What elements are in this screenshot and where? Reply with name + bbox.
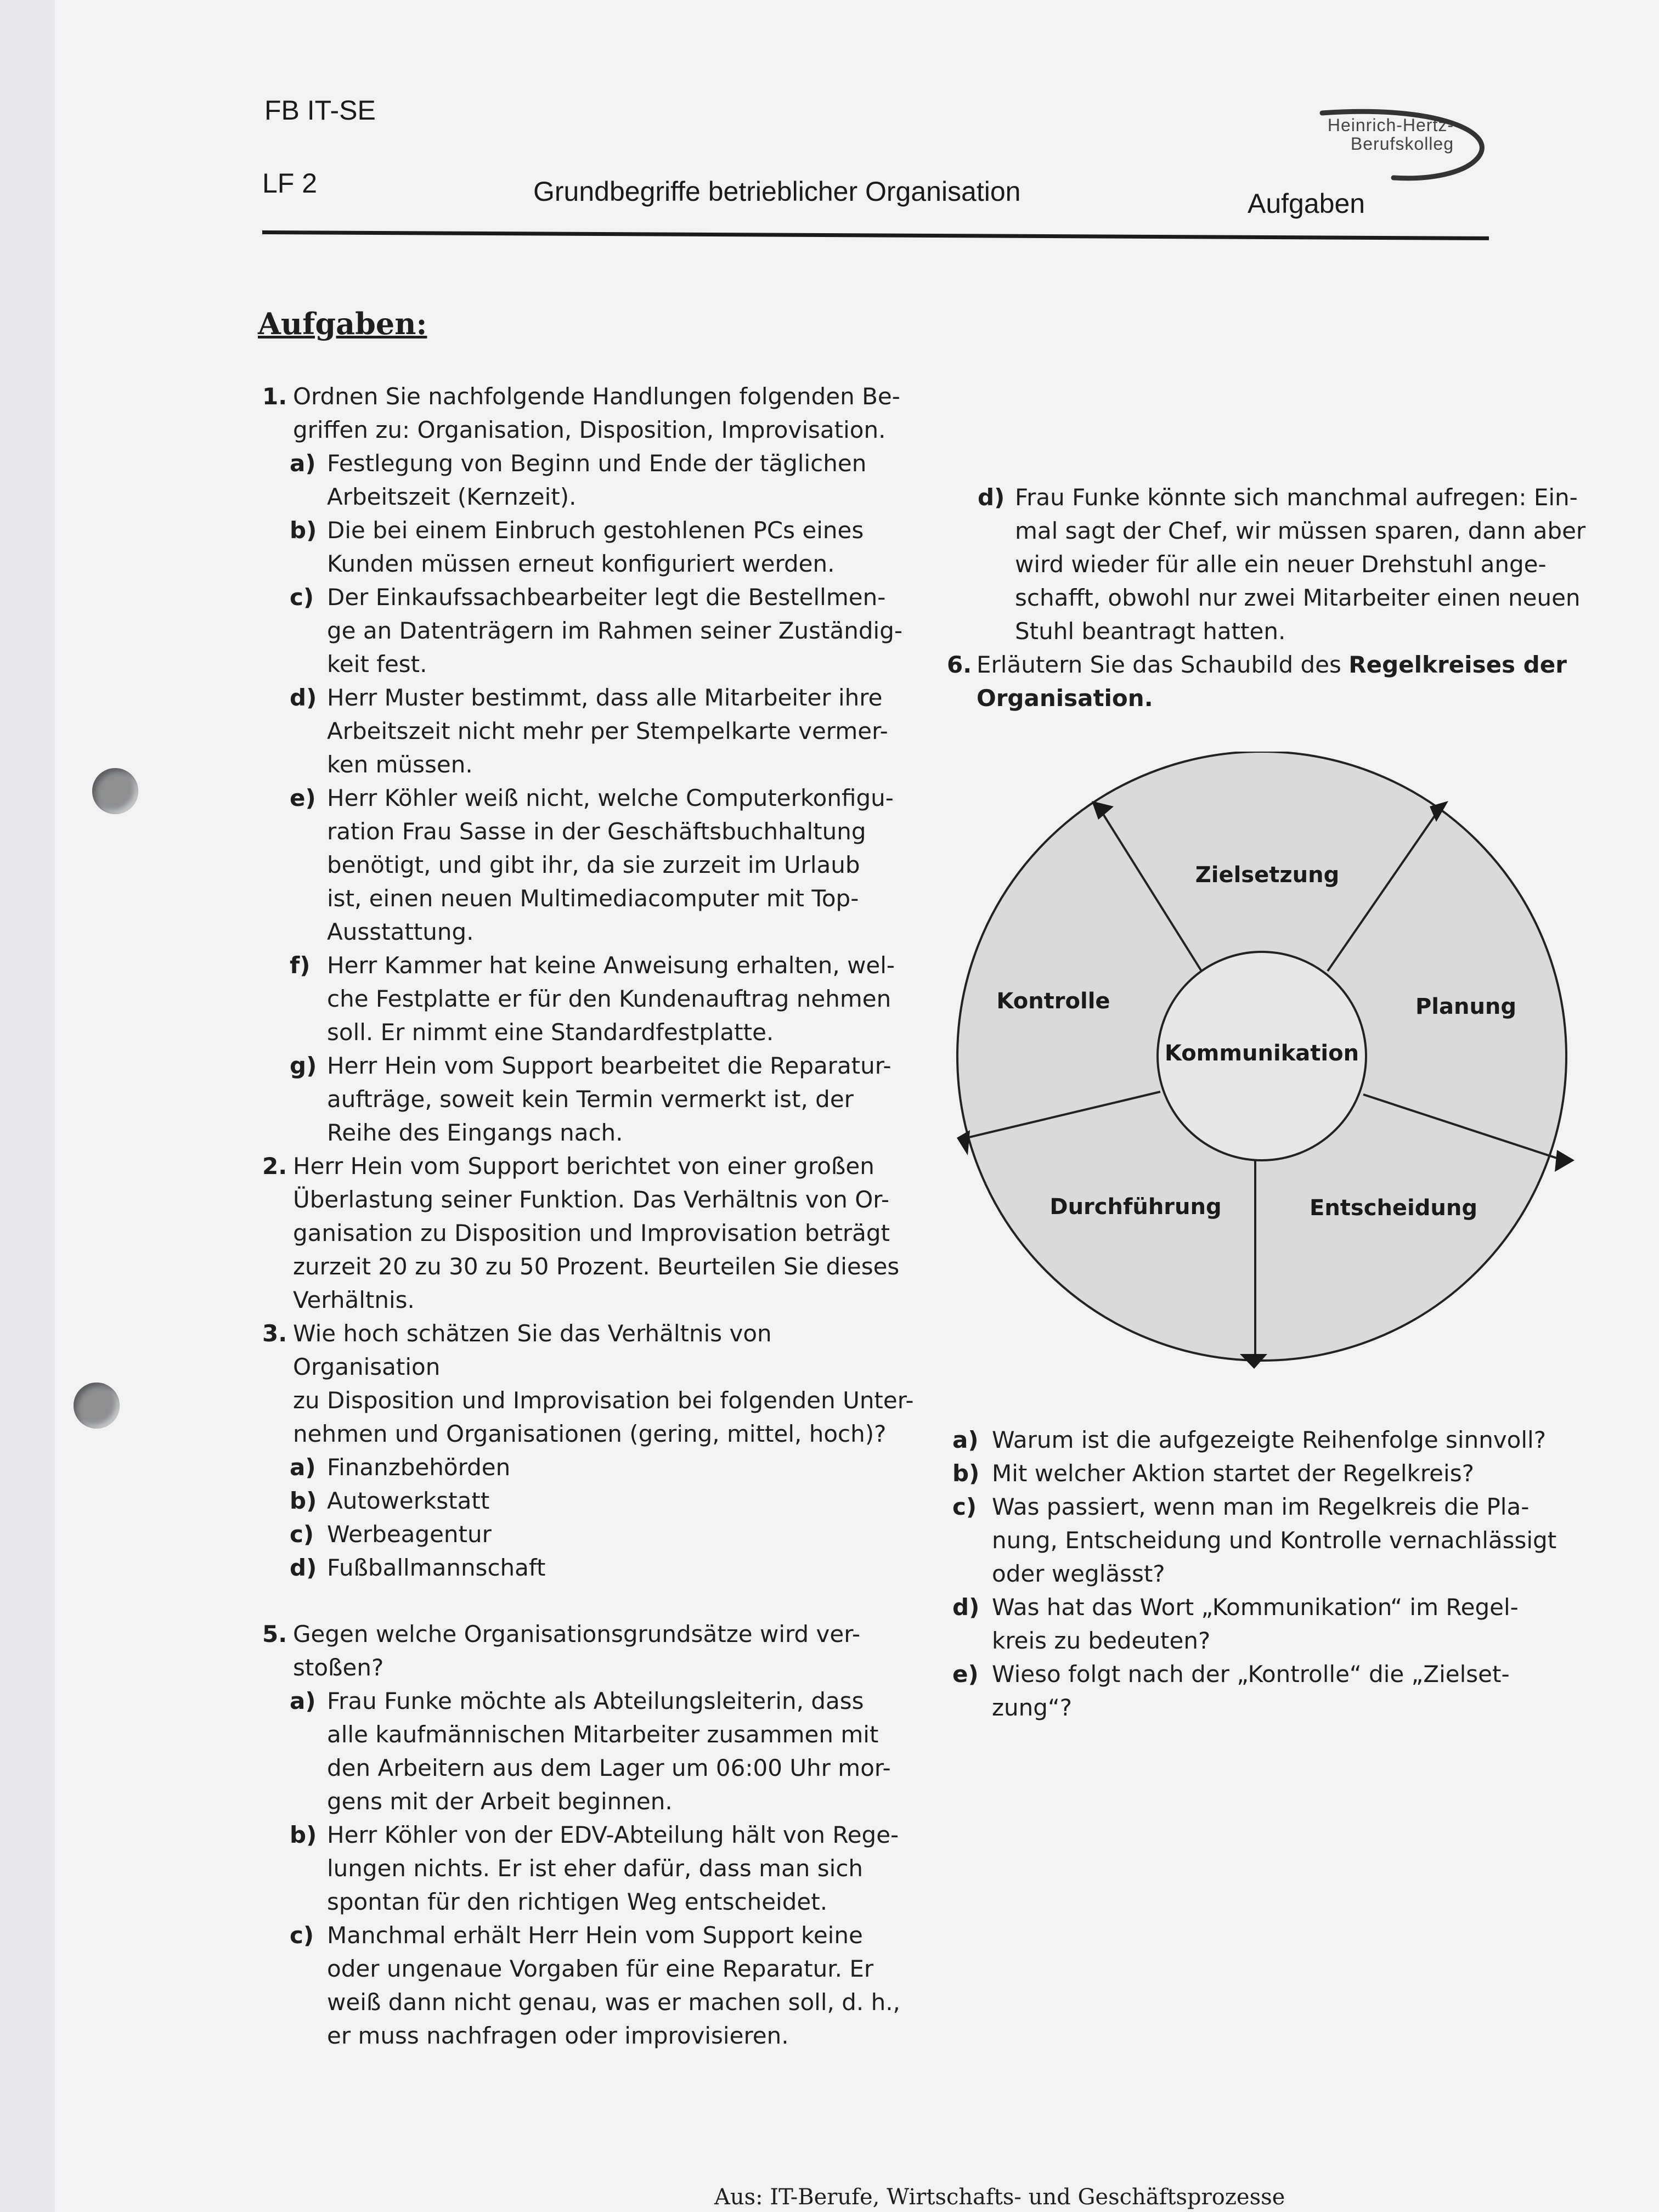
right-column-top <box>947 481 1594 715</box>
item-text-line: Herr Köhler von der EDV-Abteilung hält von Rege- <box>327 1821 899 1848</box>
item-text-line: benötigt, und gibt ihr, da sie zurzeit im Urlaub <box>327 851 860 878</box>
item-text-line: aufträge, soweit kein Termin vermerkt ist, der <box>327 1086 854 1113</box>
item-text-line: che Festplatte er für den Kundenauftrag nehmen <box>327 985 891 1012</box>
question-text-line: Gegen welche Organisationsgrundsätze wird ver- <box>293 1621 860 1647</box>
item-text-line: Festlegung von Beginn und Ende der täglichen <box>327 450 867 477</box>
logo-swoosh-icon <box>1256 108 1487 190</box>
segment-label-kontrolle: Kontrolle <box>996 989 1110 1014</box>
item-letter: c) <box>290 1922 314 1949</box>
question-text-bold: Regelkreises der <box>1348 651 1567 678</box>
list-item <box>290 1818 921 1918</box>
question-text-plain: Erläutern Sie das Schaubild des <box>977 651 1349 678</box>
spacer <box>262 1584 921 1617</box>
school-logo <box>1256 108 1487 190</box>
list-item <box>290 1451 921 1484</box>
segment-label-durchfuehrung: Durchführung <box>1049 1194 1222 1220</box>
item-text-line: Herr Kammer hat keine Anweisung erhalten, wel- <box>327 952 895 979</box>
question-5 <box>262 1617 921 1684</box>
item-text-line: ge an Datenträgern im Rahmen seiner Zuständig- <box>327 617 903 644</box>
list-item <box>290 580 921 681</box>
item-letter: c) <box>290 1521 314 1548</box>
item-letter: c) <box>290 584 314 611</box>
item-text-line: schafft, obwohl nur zwei Mitarbeiter einen neuen <box>1015 584 1581 611</box>
item-letter: b) <box>290 1821 317 1848</box>
item-text-line: Frau Funke könnte sich manchmal aufregen: Ein- <box>1015 484 1578 511</box>
question-2 <box>262 1149 921 1317</box>
item-letter: d) <box>978 484 1005 511</box>
item-text-line: Autowerkstatt <box>327 1487 490 1514</box>
item-text-line: kreis zu bedeuten? <box>992 1627 1211 1654</box>
item-letter: a) <box>290 1454 316 1481</box>
item-letter: a) <box>952 1426 979 1453</box>
item-text-line: Herr Muster bestimmt, dass alle Mitarbeiter ihre <box>327 684 883 711</box>
question-1-items <box>262 447 921 1149</box>
question-3 <box>262 1317 921 1451</box>
list-item <box>290 1484 921 1517</box>
question-number: 5. <box>262 1621 287 1647</box>
question-number: 3. <box>262 1320 287 1347</box>
list-item <box>952 1657 1600 1724</box>
item-text-line: den Arbeitern aus dem Lager um 06:00 Uhr mor- <box>327 1754 891 1781</box>
question-5-items <box>262 1684 921 2052</box>
item-text-line: Mit welcher Aktion startet der Regelkreis? <box>992 1460 1474 1487</box>
item-text-line: soll. Er nimmt eine Standardfestplatte. <box>327 1019 774 1046</box>
question-text-line: Verhältnis. <box>293 1286 415 1313</box>
question-text-line: griffen zu: Organisation, Disposition, Improvisation. <box>293 416 886 443</box>
item-text-line: Was passiert, wenn man im Regelkreis die Pla- <box>992 1493 1530 1520</box>
item-text-line: Kunden müssen erneut konfiguriert werden. <box>327 550 835 577</box>
list-item <box>290 681 921 781</box>
item-text-line: keit fest. <box>327 651 427 678</box>
item-text-line: Manchmal erhält Herr Hein vom Support keine <box>327 1922 863 1949</box>
list-item <box>290 1918 921 2052</box>
header-lf: LF 2 <box>262 168 318 199</box>
question-text-line: Überlastung seiner Funktion. Das Verhältnis von Or- <box>293 1186 890 1213</box>
item-text-line: Die bei einem Einbruch gestohlenen PCs eines <box>327 517 864 544</box>
item-letter: b) <box>952 1460 980 1487</box>
source-footer: Aus: IT-Berufe, Wirtschafts- und Geschäftsprozesse <box>714 2185 1285 2210</box>
item-text-line: Fußballmannschaft <box>327 1554 546 1581</box>
left-column <box>262 380 921 2052</box>
list-item <box>952 1590 1600 1657</box>
question-text-line <box>977 648 1594 681</box>
item-letter: a) <box>290 450 316 477</box>
list-item <box>952 1423 1600 1457</box>
item-text-line: ist, einen neuen Multimediacomputer mit Top- <box>327 885 859 912</box>
item-text-line: spontan für den richtigen Weg entscheidet. <box>327 1888 828 1915</box>
item-text-line: Was hat das Wort „Kommunikation“ im Regel- <box>992 1594 1519 1621</box>
segment-label-planung: Planung <box>1415 994 1517 1019</box>
question-text-line: nehmen und Organisationen (gering, mittel, hoch)? <box>293 1420 887 1447</box>
item-text-line: Frau Funke möchte als Abteilungsleiterin, dass <box>327 1688 864 1714</box>
item-text-line: ken müssen. <box>327 751 473 778</box>
question-text-bold: Organisation. <box>977 685 1153 712</box>
question-number: 2. <box>262 1153 287 1180</box>
logo-text-line1: Heinrich-Hertz- <box>1327 115 1454 135</box>
header-title: Grundbegriffe betrieblicher Organisation <box>533 176 1021 207</box>
punch-hole-top <box>92 768 138 814</box>
section-title: Aufgaben: <box>258 306 427 341</box>
list-item <box>952 1490 1600 1590</box>
item-letter: c) <box>952 1493 977 1520</box>
item-letter: d) <box>290 1554 317 1581</box>
item-letter: b) <box>290 517 317 544</box>
list-item <box>290 514 921 580</box>
list-item <box>290 447 921 514</box>
item-text-line: Herr Hein vom Support bearbeitet die Reparatur- <box>327 1052 891 1079</box>
item-text-line: Warum ist die aufgezeigte Reihenfolge sinnvoll? <box>992 1426 1546 1453</box>
question-text-line: Herr Hein vom Support berichtet von einer großen <box>293 1153 874 1180</box>
item-text-line: Arbeitszeit (Kernzeit). <box>327 483 577 510</box>
item-text-line: Stuhl beantragt hatten. <box>1015 618 1286 645</box>
header-dept: FB IT-SE <box>264 95 376 126</box>
item-text-line: oder ungenaue Vorgaben für eine Reparatur. Er <box>327 1955 874 1982</box>
item-text-line: lungen nichts. Er ist eher dafür, dass man sich <box>327 1855 864 1882</box>
item-text-line: Der Einkaufssachbearbeiter legt die Bestellmen- <box>327 584 886 611</box>
item-text-line: weiß dann nicht genau, was er machen soll, d. h., <box>327 1989 900 2016</box>
arrowhead-icon <box>1555 1150 1575 1172</box>
item-letter: d) <box>290 684 317 711</box>
list-item <box>290 1551 921 1584</box>
question-text-line: ganisation zu Disposition und Improvisation beträgt <box>293 1220 890 1246</box>
item-letter: a) <box>290 1688 316 1714</box>
logo-text-line2: Berufskolleg <box>1350 134 1454 154</box>
center-label-kommunikation: Kommunikation <box>1164 1041 1359 1066</box>
list-item <box>952 1457 1600 1490</box>
question-text-line: zurzeit 20 zu 30 zu 50 Prozent. Beurteilen Sie dieses <box>293 1253 900 1280</box>
list-item <box>947 481 1594 648</box>
item-text-line: Werbeagentur <box>327 1521 492 1548</box>
question-6-items <box>952 1423 1600 1724</box>
item-letter: d) <box>952 1594 980 1621</box>
question-3-items <box>262 1451 921 1584</box>
item-letter: f) <box>290 952 311 979</box>
item-text-line: oder weglässt? <box>992 1560 1165 1587</box>
list-item <box>290 781 921 949</box>
item-text-line: Ausstattung. <box>327 918 474 945</box>
item-text-line: Herr Köhler weiß nicht, welche Computerkonfigu- <box>327 785 894 811</box>
question-text-line: Ordnen Sie nachfolgende Handlungen folgenden Be- <box>293 383 900 410</box>
question-6 <box>947 648 1594 715</box>
list-item <box>290 1049 921 1149</box>
item-letter: b) <box>290 1487 317 1514</box>
item-text-line: gens mit der Arbeit beginnen. <box>327 1788 673 1815</box>
question-1 <box>262 380 921 447</box>
question-text-line: Wie hoch schätzen Sie das Verhältnis von Organisation <box>293 1320 772 1380</box>
list-item <box>290 949 921 1049</box>
item-letter: e) <box>952 1661 979 1688</box>
list-item <box>290 1684 921 1818</box>
question-text-line <box>977 681 1594 715</box>
item-text-line: zung“? <box>992 1694 1072 1721</box>
question-number: 6. <box>947 651 972 678</box>
question-text-line: zu Disposition und Improvisation bei folgenden Unter- <box>293 1387 914 1414</box>
item-text-line: Reihe des Eingangs nach. <box>327 1119 623 1146</box>
list-item <box>290 1517 921 1551</box>
item-text-line: Wieso folgt nach der „Kontrolle“ die „Zielset- <box>992 1661 1510 1688</box>
item-text-line: alle kaufmännischen Mitarbeiter zusammen mit <box>327 1721 879 1748</box>
question-text-line: stoßen? <box>293 1654 384 1681</box>
segment-label-entscheidung: Entscheidung <box>1310 1195 1477 1221</box>
item-text-line: Arbeitszeit nicht mehr per Stempelkarte vermer- <box>327 718 888 744</box>
header-section: Aufgaben <box>1248 188 1365 219</box>
item-text-line: nung, Entscheidung und Kontrolle vernachlässigt <box>992 1527 1557 1554</box>
item-letter: g) <box>290 1052 317 1079</box>
question-number: 1. <box>262 383 287 410</box>
item-text-line: er muss nachfragen oder improvisieren. <box>327 2022 789 2049</box>
item-text-line: wird wieder für alle ein neuer Drehstuhl ange- <box>1015 551 1547 578</box>
segment-label-zielsetzung: Zielsetzung <box>1195 862 1340 888</box>
item-letter: e) <box>290 785 316 811</box>
item-text-line: ration Frau Sasse in der Geschäftsbuchhaltung <box>327 818 866 845</box>
regelkreis-diagram <box>955 752 1580 1383</box>
punch-hole-bottom <box>74 1383 120 1429</box>
item-text-line: Finanzbehörden <box>327 1454 511 1481</box>
arrowhead-icon <box>957 1130 970 1155</box>
item-text-line: mal sagt der Chef, wir müssen sparen, dann aber <box>1015 517 1586 544</box>
